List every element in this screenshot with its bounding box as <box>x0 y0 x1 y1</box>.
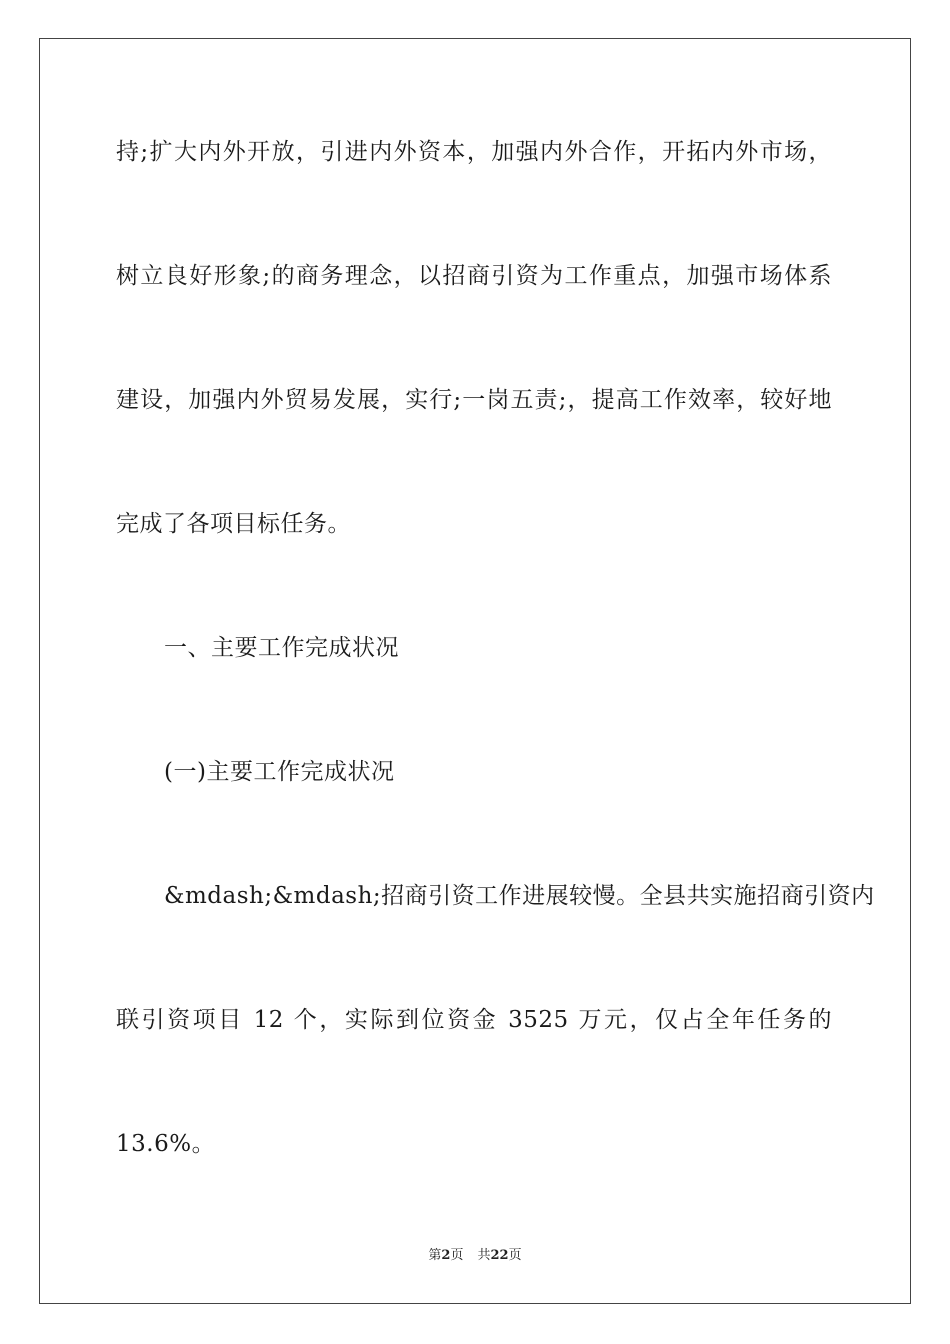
page-footer <box>0 1248 950 1264</box>
paragraph-line-2: 树立良好形象;的商务理念，以招商引资为工作重点，加强市场体系 <box>116 263 832 289</box>
page-border <box>39 38 911 1304</box>
paragraph-line-6: 联引资项目 12 个，实际到位资金 3525 万元，仅占全年任务的 <box>116 1007 832 1033</box>
section-heading: 一、主要工作完成状况 <box>164 635 399 661</box>
footer-page-suffix: 页 <box>450 1248 464 1263</box>
footer-total-suffix: 页 <box>508 1248 522 1263</box>
subsection-heading: (一)主要工作完成状况 <box>164 759 395 785</box>
paragraph-line-5: &mdash;&mdash;招商引资工作进展较慢。全县共实施招商引资内 <box>164 883 875 909</box>
footer-total-pages: 22 <box>490 1248 509 1263</box>
paragraph-line-3: 建设，加强内外贸易发展，实行;一岗五责;，提高工作效率，较好地 <box>116 387 832 413</box>
footer-page-number: 2 <box>441 1248 451 1263</box>
footer-page-prefix: 第 <box>428 1248 442 1263</box>
footer-total-prefix: 共 <box>477 1248 491 1263</box>
paragraph-line-7: 13.6%。 <box>116 1131 216 1157</box>
paragraph-line-1: 持;扩大内外开放，引进内外资本，加强内外合作，开拓内外市场， <box>116 139 832 165</box>
paragraph-line-4: 完成了各项目标任务。 <box>116 511 351 537</box>
